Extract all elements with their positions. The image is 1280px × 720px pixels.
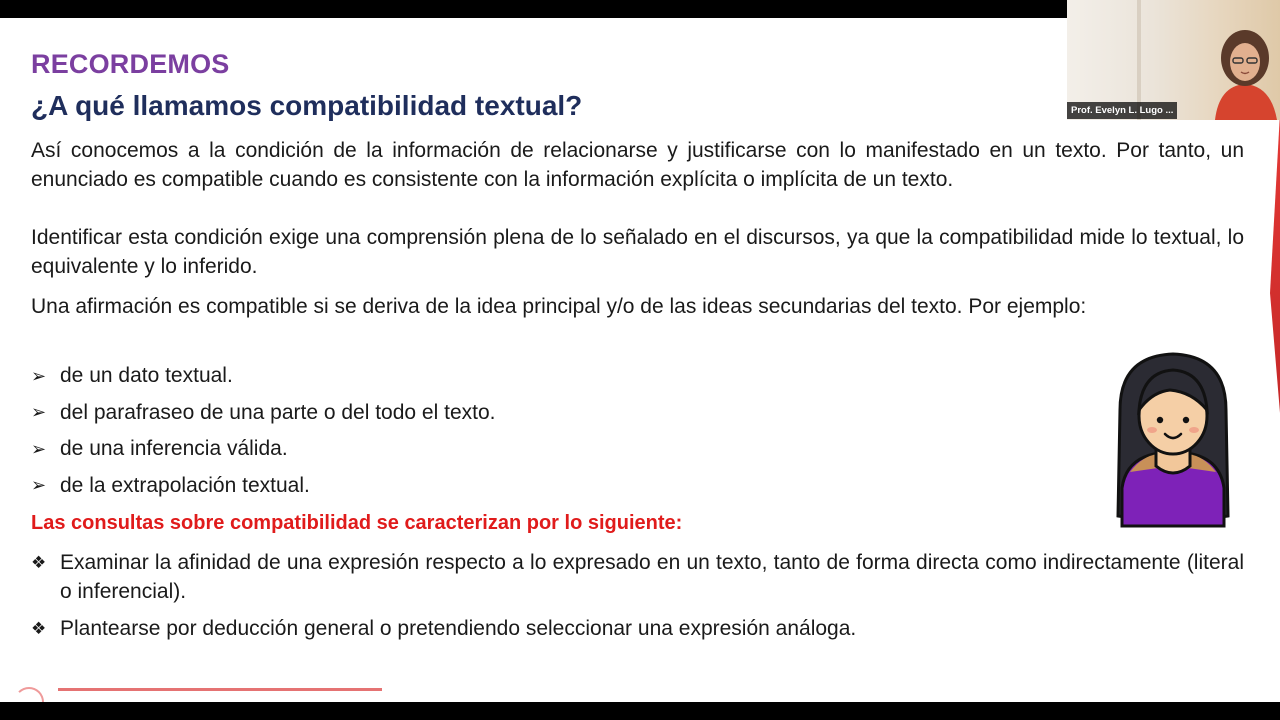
arrow-bullet-icon: ➢ <box>31 475 47 496</box>
slide-heading: RECORDEMOS <box>31 49 230 79</box>
arrow-bullet-icon: ➢ <box>31 438 47 459</box>
list-item <box>31 431 495 468</box>
diamond-bullet-list <box>31 548 1244 651</box>
paragraph-identify: Identificar esta condición exige una comprensión plena de lo señalado en el discursos, ya que la compatibilidad mide lo textual, lo equivalente y lo inferido. <box>31 226 1244 278</box>
list-item <box>31 548 1244 606</box>
slide-question-title: ¿A qué llamamos compatibilidad textual? <box>31 90 583 121</box>
arrow-bullet-icon: ➢ <box>31 365 47 386</box>
webcam-video-tile[interactable] <box>1067 0 1280 120</box>
arrow-bullet-icon: ➢ <box>31 402 47 423</box>
list-item-text: Examinar la afinidad de una expresión respecto a lo expresado en un texto, tanto de forma directa como indirectamente (literal o inferencial). <box>60 551 1244 603</box>
decorative-arc <box>14 687 44 702</box>
list-item <box>31 614 1244 643</box>
arrow-bullet-list <box>31 358 495 504</box>
bottom-letterbox <box>0 702 1280 720</box>
participant-name-label: Prof. Evelyn L. Lugo ... <box>1067 102 1177 119</box>
slide-accent-edge <box>1270 113 1280 413</box>
participant-video-icon <box>1205 20 1280 120</box>
list-item-text: de una inferencia válida. <box>60 437 288 461</box>
list-item-text: del parafraseo de una parte o del todo el texto. <box>60 400 496 424</box>
list-item <box>31 395 495 432</box>
decorative-line <box>58 688 382 691</box>
list-item <box>31 468 495 505</box>
list-item-text: Plantearse por deducción general o pretendiendo seleccionar una expresión análoga. <box>60 617 857 640</box>
diamond-bullet-icon: ❖ <box>31 619 47 638</box>
presentation-slide <box>0 18 1280 702</box>
list-item <box>31 358 495 395</box>
diamond-bullet-icon: ❖ <box>31 553 47 572</box>
characteristics-heading: Las consultas sobre compatibilidad se caracterizan por lo siguiente: <box>31 512 683 534</box>
paragraph-definition: Así conocemos a la condición de la información de relacionarse y justificarse con lo manifestado en un texto. Por tanto, un enunciado es compatible cuando es consistente con la información explícita o implícita de un texto. <box>31 139 1244 191</box>
list-item-text: de un dato textual. <box>60 364 233 388</box>
woman-avatar-icon <box>1112 348 1234 528</box>
paragraph-example-intro: Una afirmación es compatible si se deriva de la idea principal y/o de las ideas secundarias del texto. Por ejemplo: <box>31 295 1087 318</box>
list-item-text: de la extrapolación textual. <box>60 473 310 497</box>
